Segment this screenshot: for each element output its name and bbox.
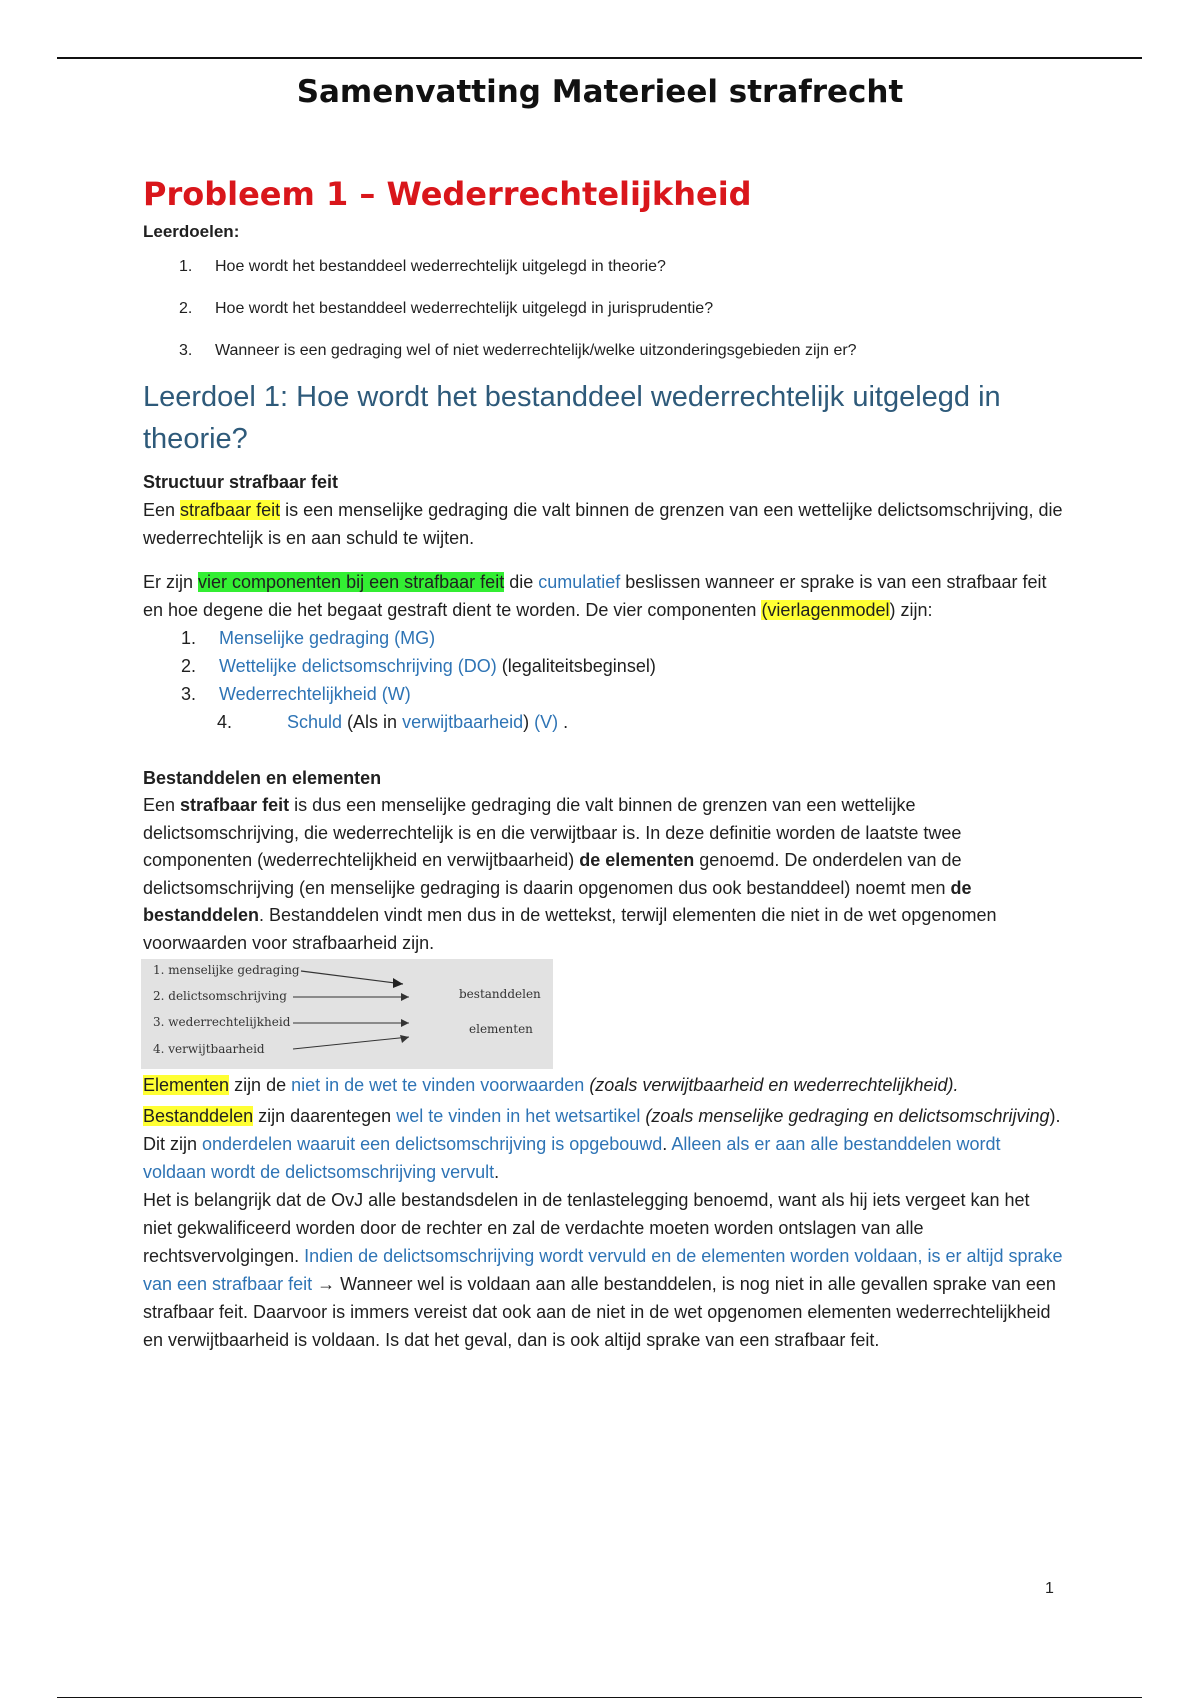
list-item: 1. Menselijke gedraging (MG) (181, 628, 436, 648)
paragraph-components: Er zijn vier componenten bij een strafbaar feit die cumulatief beslissen wanneer er sprake is van een strafbaar feit en hoe degene die het begaat gestraft dient te worden. De vier componenten (vierlagenmodel) zijn: (143, 572, 1047, 620)
list-item: 2. Wettelijke delictsomschrijving (DO) (legaliteitsbeginsel) (181, 656, 656, 676)
page-content (143, 174, 1063, 1354)
paragraph-elements: Een strafbaar feit is dus een menselijke gedraging die valt binnen de grenzen van een wettelijke delictsomschrijving, die wederrechtelijk is en die verwijtbaar is. In deze definitie worden de laatste twee componenten (wederrechtelijkheid en verwijtbaarheid) de elementen genoemd. De onderdelen van de delictsomschrijving (en menselijke gedraging is daarin opgenomen dus ook bestanddeel) noemt men de bestanddelen. Bestanddelen vindt men dus in de wettekst, terwijl elementen die niet in de wet opgenomen voorwaarden voor strafbaarheid zijn. (143, 795, 997, 953)
elements-title: Bestanddelen en elementen (143, 768, 382, 788)
diagram-target-elementen: elementen (469, 1022, 533, 1036)
bottom-rule (57, 1697, 1142, 1698)
list-item: 1. Hoe wordt het bestanddeel wederrechtelijk uitgelegd in theorie? (179, 258, 666, 275)
paragraph-bestanddelen: Bestanddelen zijn daarentegen wel te vinden in het wetsartikel (zoals menselijke gedraging en delictsomschrijving). Dit zijn onderdelen waaruit een delictsomschrijving is opgebouwd. Alleen als er aan alle bestanddelen wordt voldaan wordt de delictsomschrijving vervult. (143, 1106, 1061, 1182)
diagram-target-bestanddelen: bestanddelen (459, 987, 541, 1001)
paragraph-elementen: Elementen zijn de niet in de wet te vinden voorwaarden (zoals verwijtbaarheid en wederrechtelijkheid). (143, 1075, 959, 1095)
paragraph-ovj: Het is belangrijk dat de OvJ alle bestandsdelen in de tenlastelegging benoemd, want als hij iets vergeet kan het niet gekwalificeerd worden door de rechter en zal de verdachte moeten worden ontslagen van alle rechtsvervolgingen. Indien de delictsomschrijving wordt vervuld en de elementen worden voldaan, is er altijd sprake van een strafbaar feit → Wanneer wel is voldaan aan alle bestanddelen, is nog niet in alle gevallen sprake van een strafbaar feit. Daarvoor is immers vereist dat ook aan de niet in de wet opgenomen elementen wederrechtelijkheid en verwijtbaarheid is voldaan. Is dat het geval, dan is ook altijd sprake van een strafbaar feit. (143, 1190, 1063, 1350)
paragraph-definition: Een strafbaar feit is een menselijke gedraging die valt binnen de grenzen van een wettelijke delictsomschrijving, die wederrechtelijk is en aan schuld te wijten. (143, 500, 1063, 548)
list-item: 2. Hoe wordt het bestanddeel wederrechtelijk uitgelegd in jurisprudentie? (179, 300, 714, 317)
diagram-item: 3. wederrechtelijkheid (153, 1015, 291, 1029)
diagram-item: 1. menselijke gedraging (153, 963, 300, 977)
diagram-item: 2. delictsomschrijving (153, 989, 287, 1003)
section-heading: Leerdoel 1: Hoe wordt het bestanddeel wederrechtelijk uitgelegd in theorie? (143, 381, 1001, 455)
list-item: 4. Schuld (Als in verwijtbaarheid) (V) . (217, 712, 569, 732)
structure-title: Structuur strafbaar feit (143, 472, 339, 492)
page-number: 1 (1045, 1580, 1054, 1597)
document-title: Samenvatting Materieel strafrecht (296, 74, 904, 110)
goals-list (143, 256, 1063, 361)
components-diagram (141, 959, 553, 1069)
list-item: 3. Wederrechtelijkheid (W) (181, 684, 411, 704)
components-list (143, 624, 1063, 736)
diagram-item: 4. verwijtbaarheid (153, 1042, 265, 1056)
list-item: 3. Wanneer is een gedraging wel of niet wederrechtelijk/welke uitzonderingsgebieden zijn er? (179, 342, 857, 359)
problem-heading: Probleem 1 – Wederrechtelijkheid (143, 175, 752, 213)
top-rule (57, 57, 1142, 59)
goals-label: Leerdoelen: (143, 222, 240, 241)
